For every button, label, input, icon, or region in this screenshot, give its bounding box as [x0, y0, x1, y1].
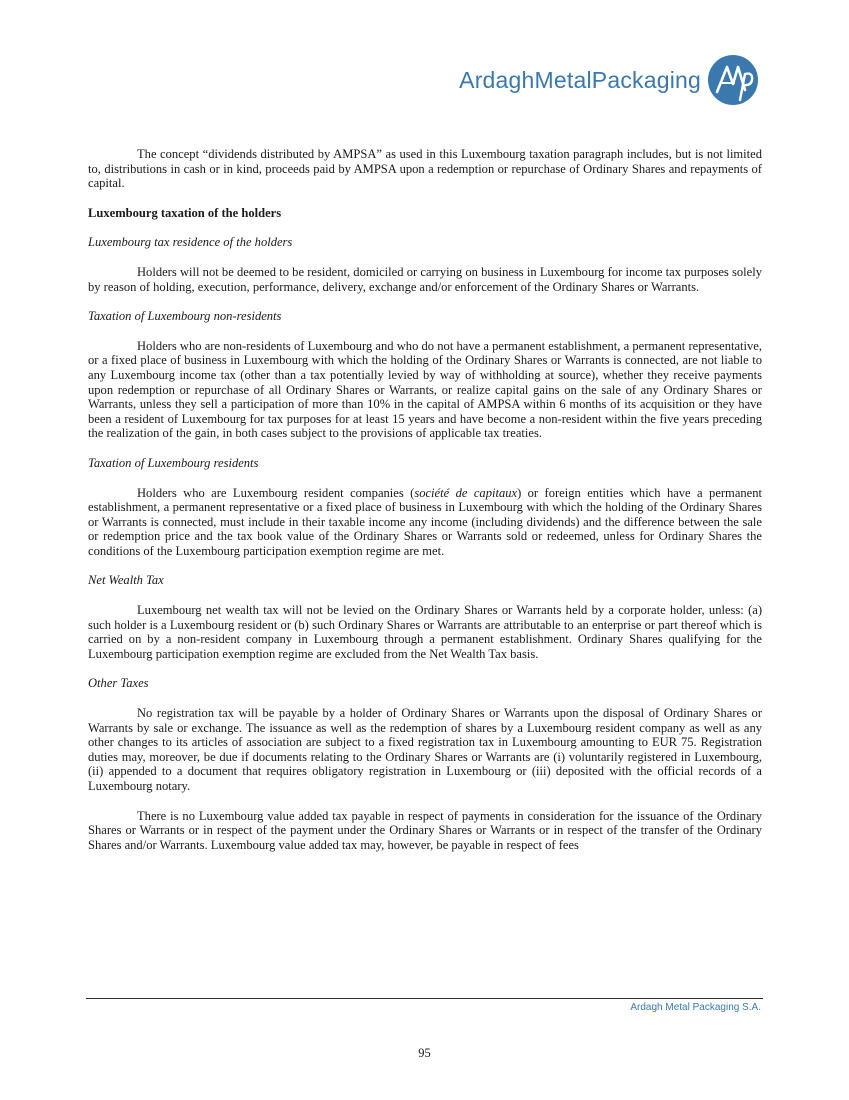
- page-number: 95: [418, 1046, 431, 1060]
- paragraph-dividends-concept: The concept “dividends distributed by AMPSA” as used in this Luxembourg taxation paragraph includes, but is not limited to, distributions in cash or in kind, proceeds paid by AMPSA upon a redemption or repurchase of Ordinary Shares and repayments of capital.: [88, 147, 762, 191]
- subheading-other-taxes: Other Taxes: [88, 676, 149, 691]
- brand-name-part2: Metal: [534, 66, 592, 93]
- paragraph-residents-italic-term: société de capitaux: [414, 485, 518, 500]
- paragraph-residents: [88, 486, 762, 559]
- brand-name-part1: Ardagh: [459, 66, 535, 93]
- paragraph-tax-residence: Holders will not be deemed to be resident, domiciled or carrying on business in Luxembourg for income tax purposes solely by reason of holding, execution, performance, delivery, exchange and/or enforcement of the Ordinary Shares or Warrants.: [88, 264, 762, 294]
- footer-divider: [86, 998, 763, 999]
- page-header: [459, 52, 759, 108]
- paragraph-registration-tax: No registration tax will be payable by a holder of Ordinary Shares or Warrants upon the disposal of Ordinary Shares or Warrants by sale or exchange. The issuance as well as the redemption of shares by a Luxembourg resident company as well as any other changes to its articles of association are subject to a fixed registration tax in Luxembourg amounting to EUR 75. Registration duties may, moreover, be due if documents relating to the Ordinary Shares or Warrants are (i) voluntarily registered in Luxembourg, (ii) appended to a document that requires obligatory registration in Luxembourg or (iii) deposited with the official records of a Luxembourg notary.: [88, 706, 762, 793]
- heading-luxembourg-taxation-holders: Luxembourg taxation of the holders: [88, 205, 282, 220]
- page-body: [88, 147, 762, 867]
- subheading-tax-residence: Luxembourg tax residence of the holders: [88, 235, 293, 250]
- amp-logo-icon: [707, 54, 759, 106]
- paragraph-residents-part-a: Holders who are Luxembourg resident companies (: [137, 485, 415, 500]
- paragraph-net-wealth-tax: Luxembourg net wealth tax will not be levied on the Ordinary Shares or Warrants held by a corporate holder, unless: (a) such holder is a Luxembourg resident or (b) such Ordinary Shares or Warrants are attributable to an enterprise or part thereof which is carried on by a non-resident company in Luxembourg through a permanent establishment. Ordinary Shares qualifying for the Luxembourg participation exemption regime are excluded from the Net Wealth Tax basis.: [88, 603, 762, 661]
- paragraph-value-added-tax: There is no Luxembourg value added tax payable in respect of payments in consideration for the issuance of the Ordinary Shares or Warrants or in respect of the payment under the Ordinary Shares or Warrants or in respect of the transfer of the Ordinary Shares and/or Warrants. Luxembourg value added tax may, however, be payable in respect of fees: [88, 808, 762, 852]
- paragraph-residents-part-b: ) or foreign entities which have a permanent establishment, a permanent representative or a fixed place of business in Luxembourg with which the holding of the Ordinary Shares or Warrants is connected, must include in their taxable income any income (including dividends) and the difference between the sale or redemption price and the tax book value of the Ordinary Shares or Warrants sold or redeemed, unless for Ordinary Shares the conditions of the Luxembourg participation exemption regime are met.: [88, 485, 762, 558]
- subheading-non-residents: Taxation of Luxembourg non-residents: [88, 309, 282, 324]
- paragraph-non-residents: Holders who are non-residents of Luxembourg and who do not have a permanent establishment, a permanent representative, or a fixed place of business in Luxembourg with which the holding of the Ordinary Shares or Warrants is connected, are not liable to any Luxembourg income tax (other than a tax potentially levied by way of withholding at source), whether they receive payments upon redemption or repurchase of all Ordinary Shares or Warrants, or realize capital gains on the sale of any Ordinary Shares or Warrants, unless they sell a participation of more than 10% in the capital of AMPSA within 6 months of its acquisition or they have been a resident of Luxembourg for tax purposes for at least 15 years and have become a non-resident within the five years preceding the realization of the gain, in both cases subject to the provisions of applicable tax treaties.: [88, 338, 762, 441]
- footer-company-name: Ardagh Metal Packaging S.A.: [630, 1002, 761, 1013]
- brand-name: [459, 67, 701, 94]
- subheading-residents: Taxation of Luxembourg residents: [88, 455, 259, 470]
- subheading-net-wealth-tax: Net Wealth Tax: [88, 573, 164, 588]
- brand-name-part3: Packaging: [591, 66, 701, 93]
